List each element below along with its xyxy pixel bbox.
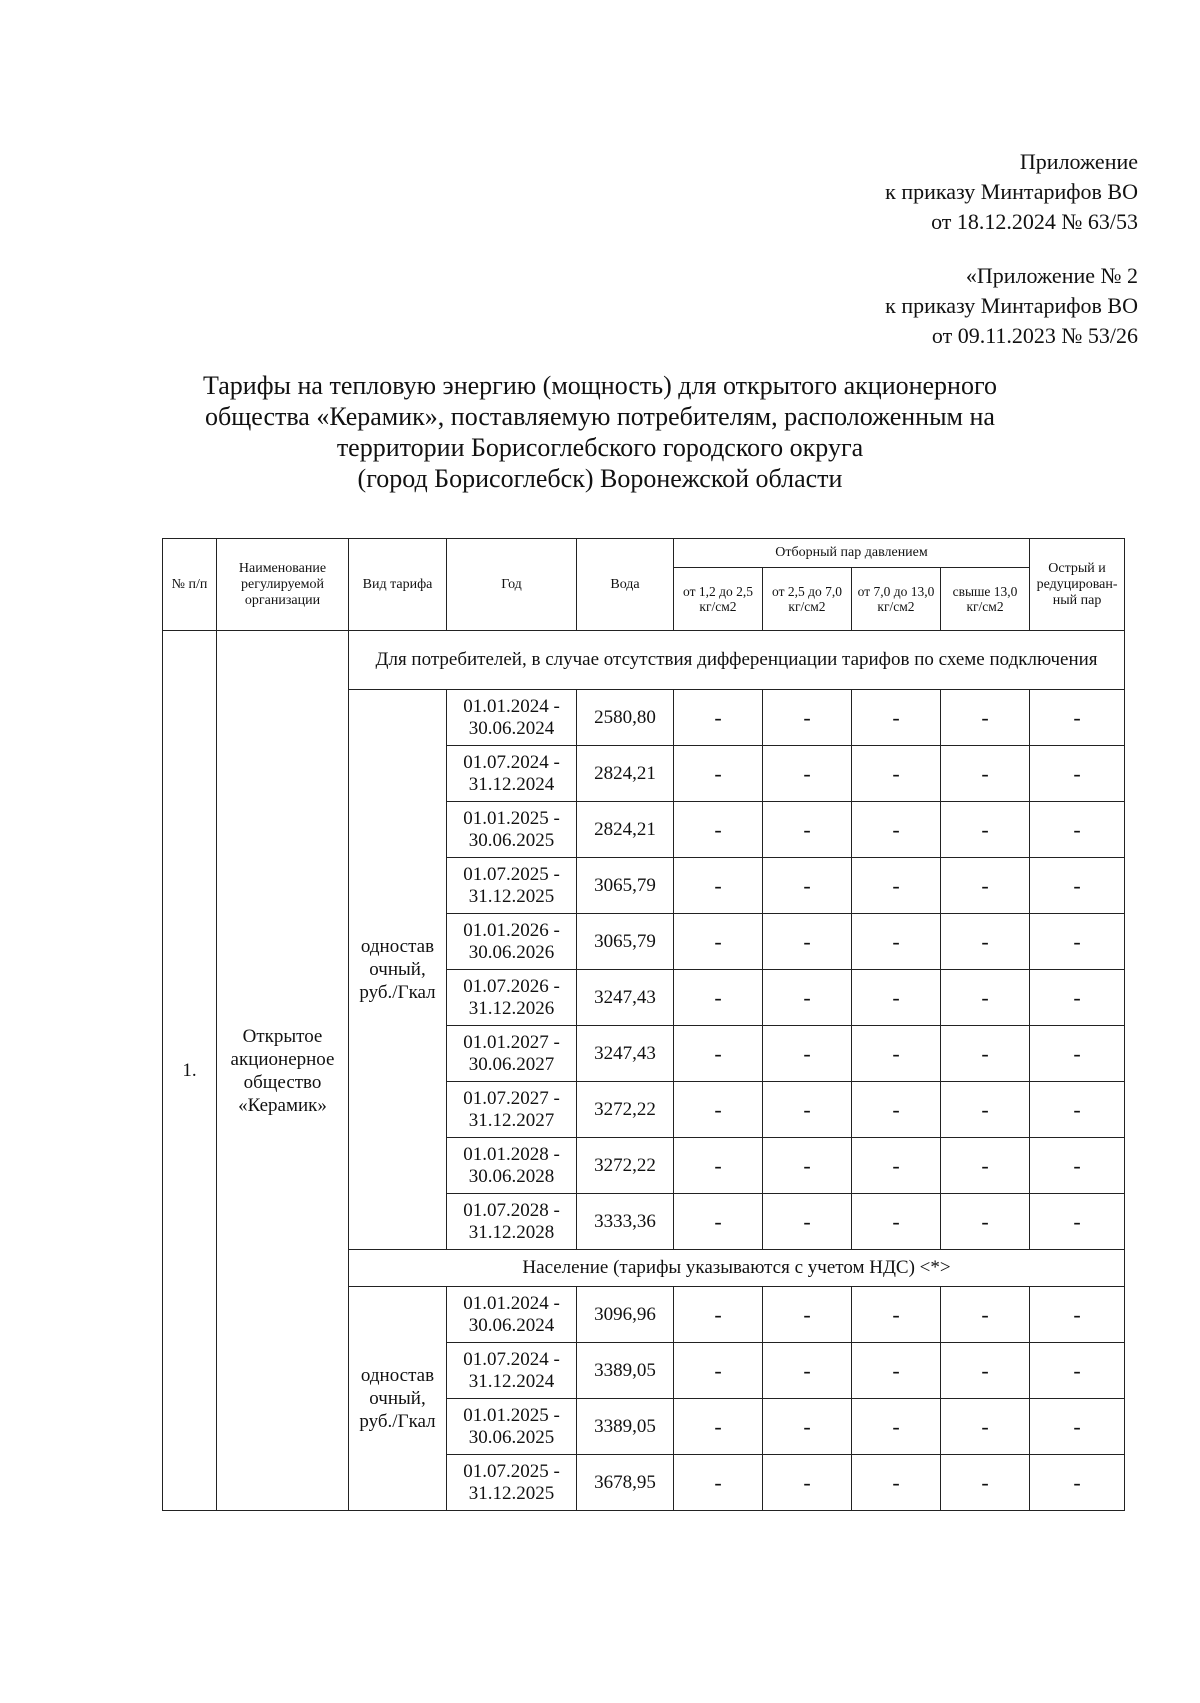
steam-3-cell: - — [852, 1082, 941, 1138]
steam-1-cell: - — [674, 1138, 763, 1194]
sharp-steam-cell: - — [1030, 1026, 1125, 1082]
steam-1-cell: - — [674, 1343, 763, 1399]
row-number: 1. — [163, 631, 217, 1511]
steam-3-cell: - — [852, 690, 941, 746]
steam-4-cell: - — [941, 1399, 1030, 1455]
steam-4-cell: - — [941, 690, 1030, 746]
steam-2-cell: - — [763, 970, 852, 1026]
steam-4-cell: - — [941, 1343, 1030, 1399]
period-cell: 01.07.2025 - 31.12.2025 — [447, 858, 577, 914]
steam-1-cell: - — [674, 1026, 763, 1082]
period-cell: 01.01.2024 - 30.06.2024 — [447, 1287, 577, 1343]
sharp-steam-cell: - — [1030, 1287, 1125, 1343]
period-cell: 01.07.2027 - 31.12.2027 — [447, 1082, 577, 1138]
steam-4-cell: - — [941, 1287, 1030, 1343]
header-steam-3: от 7,0 до 13,0 кг/см2 — [852, 568, 941, 631]
header-steam-group: Отборный пар давлением — [674, 539, 1030, 568]
header-water: Вода — [577, 539, 674, 631]
approval-reference-current — [885, 147, 1138, 237]
steam-4-cell: - — [941, 914, 1030, 970]
title-line: общества «Керамик», поставляемую потребителям, расположенным на — [205, 402, 995, 431]
period-cell: 01.01.2028 - 30.06.2028 — [447, 1138, 577, 1194]
header-steam-2: от 2,5 до 7,0 кг/см2 — [763, 568, 852, 631]
steam-3-cell: - — [852, 1455, 941, 1511]
header-num: № п/п — [163, 539, 217, 631]
period-cell: 01.07.2024 - 31.12.2024 — [447, 746, 577, 802]
steam-2-cell: - — [763, 1194, 852, 1250]
sharp-steam-cell: - — [1030, 1194, 1125, 1250]
steam-2-cell: - — [763, 1399, 852, 1455]
water-tariff-cell: 3096,96 — [577, 1287, 674, 1343]
steam-4-cell: - — [941, 970, 1030, 1026]
steam-3-cell: - — [852, 858, 941, 914]
steam-3-cell: - — [852, 1287, 941, 1343]
period-cell: 01.01.2025 - 30.06.2025 — [447, 802, 577, 858]
steam-2-cell: - — [763, 858, 852, 914]
organization-name: Открытое акционерное общество «Керамик» — [217, 631, 349, 1511]
steam-2-cell: - — [763, 1455, 852, 1511]
steam-3-cell: - — [852, 1138, 941, 1194]
sharp-steam-cell: - — [1030, 1082, 1125, 1138]
period-cell: 01.01.2027 - 30.06.2027 — [447, 1026, 577, 1082]
approval-line: Приложение — [1019, 149, 1138, 174]
steam-4-cell: - — [941, 746, 1030, 802]
water-tariff-cell: 3389,05 — [577, 1343, 674, 1399]
steam-2-cell: - — [763, 690, 852, 746]
sharp-steam-cell: - — [1030, 802, 1125, 858]
sharp-steam-cell: - — [1030, 690, 1125, 746]
steam-2-cell: - — [763, 746, 852, 802]
tariff-type: одностав очный, руб./Гкал — [349, 690, 447, 1250]
section-title-population: Население (тарифы указываются с учетом НДС) <*> — [349, 1250, 1125, 1287]
steam-1-cell: - — [674, 970, 763, 1026]
steam-3-cell: - — [852, 1194, 941, 1250]
water-tariff-cell: 3678,95 — [577, 1455, 674, 1511]
steam-1-cell: - — [674, 746, 763, 802]
period-cell: 01.01.2024 - 30.06.2024 — [447, 690, 577, 746]
steam-3-cell: - — [852, 802, 941, 858]
period-cell: 01.07.2025 - 31.12.2025 — [447, 1455, 577, 1511]
period-cell: 01.01.2025 - 30.06.2025 — [447, 1399, 577, 1455]
water-tariff-cell: 3333,36 — [577, 1194, 674, 1250]
steam-2-cell: - — [763, 1138, 852, 1194]
header-tariff-type: Вид тарифа — [349, 539, 447, 631]
header-year: Год — [447, 539, 577, 631]
steam-4-cell: - — [941, 1138, 1030, 1194]
sharp-steam-cell: - — [1030, 1138, 1125, 1194]
steam-4-cell: - — [941, 1455, 1030, 1511]
header-steam-1: от 1,2 до 2,5 кг/см2 — [674, 568, 763, 631]
steam-4-cell: - — [941, 802, 1030, 858]
steam-4-cell: - — [941, 1194, 1030, 1250]
steam-3-cell: - — [852, 970, 941, 1026]
steam-1-cell: - — [674, 1399, 763, 1455]
steam-1-cell: - — [674, 1194, 763, 1250]
steam-1-cell: - — [674, 914, 763, 970]
sharp-steam-cell: - — [1030, 746, 1125, 802]
sharp-steam-cell: - — [1030, 858, 1125, 914]
water-tariff-cell: 3065,79 — [577, 914, 674, 970]
water-tariff-cell: 3272,22 — [577, 1082, 674, 1138]
approval-reference-original — [885, 261, 1138, 351]
steam-3-cell: - — [852, 746, 941, 802]
section-title-consumers: Для потребителей, в случае отсутствия дифференциации тарифов по схеме подключения — [349, 631, 1125, 690]
approval-line: от 18.12.2024 № 63/53 — [931, 209, 1138, 234]
water-tariff-cell: 2580,80 — [577, 690, 674, 746]
steam-2-cell: - — [763, 914, 852, 970]
water-tariff-cell: 2824,21 — [577, 802, 674, 858]
water-tariff-cell: 3247,43 — [577, 1026, 674, 1082]
approval-line: от 09.11.2023 № 53/26 — [931, 323, 1138, 348]
steam-1-cell: - — [674, 802, 763, 858]
title-line: Тарифы на тепловую энергию (мощность) для открытого акционерного — [203, 371, 997, 400]
tariff-table — [162, 538, 1125, 1511]
approval-line: к приказу Минтарифов ВО — [885, 293, 1138, 318]
period-cell: 01.07.2024 - 31.12.2024 — [447, 1343, 577, 1399]
water-tariff-cell: 3272,22 — [577, 1138, 674, 1194]
approval-line: к приказу Минтарифов ВО — [885, 179, 1138, 204]
document-title — [140, 370, 1060, 494]
steam-3-cell: - — [852, 1026, 941, 1082]
sharp-steam-cell: - — [1030, 1455, 1125, 1511]
steam-1-cell: - — [674, 858, 763, 914]
steam-3-cell: - — [852, 1343, 941, 1399]
sharp-steam-cell: - — [1030, 914, 1125, 970]
approval-line: «Приложение № 2 — [965, 263, 1138, 288]
steam-2-cell: - — [763, 1082, 852, 1138]
period-cell: 01.07.2028 - 31.12.2028 — [447, 1194, 577, 1250]
steam-1-cell: - — [674, 1287, 763, 1343]
steam-4-cell: - — [941, 1082, 1030, 1138]
sharp-steam-cell: - — [1030, 1399, 1125, 1455]
water-tariff-cell: 3065,79 — [577, 858, 674, 914]
header-sharp-steam: Острый и редуцирован-ный пар — [1030, 539, 1125, 631]
steam-3-cell: - — [852, 914, 941, 970]
steam-1-cell: - — [674, 1082, 763, 1138]
sharp-steam-cell: - — [1030, 970, 1125, 1026]
period-cell: 01.07.2026 - 31.12.2026 — [447, 970, 577, 1026]
steam-4-cell: - — [941, 858, 1030, 914]
title-line: территории Борисоглебского городского округа — [336, 433, 864, 462]
water-tariff-cell: 2824,21 — [577, 746, 674, 802]
steam-2-cell: - — [763, 1287, 852, 1343]
steam-1-cell: - — [674, 690, 763, 746]
steam-3-cell: - — [852, 1399, 941, 1455]
sharp-steam-cell: - — [1030, 1343, 1125, 1399]
tariff-type: одностав очный, руб./Гкал — [349, 1287, 447, 1511]
steam-4-cell: - — [941, 1026, 1030, 1082]
header-organization: Наименование регулируемой организации — [217, 539, 349, 631]
period-cell: 01.01.2026 - 30.06.2026 — [447, 914, 577, 970]
steam-2-cell: - — [763, 1343, 852, 1399]
steam-1-cell: - — [674, 1455, 763, 1511]
title-line: (город Борисоглебск) Воронежской области — [357, 464, 843, 493]
steam-2-cell: - — [763, 802, 852, 858]
header-steam-4: свыше 13,0 кг/см2 — [941, 568, 1030, 631]
steam-2-cell: - — [763, 1026, 852, 1082]
water-tariff-cell: 3389,05 — [577, 1399, 674, 1455]
water-tariff-cell: 3247,43 — [577, 970, 674, 1026]
